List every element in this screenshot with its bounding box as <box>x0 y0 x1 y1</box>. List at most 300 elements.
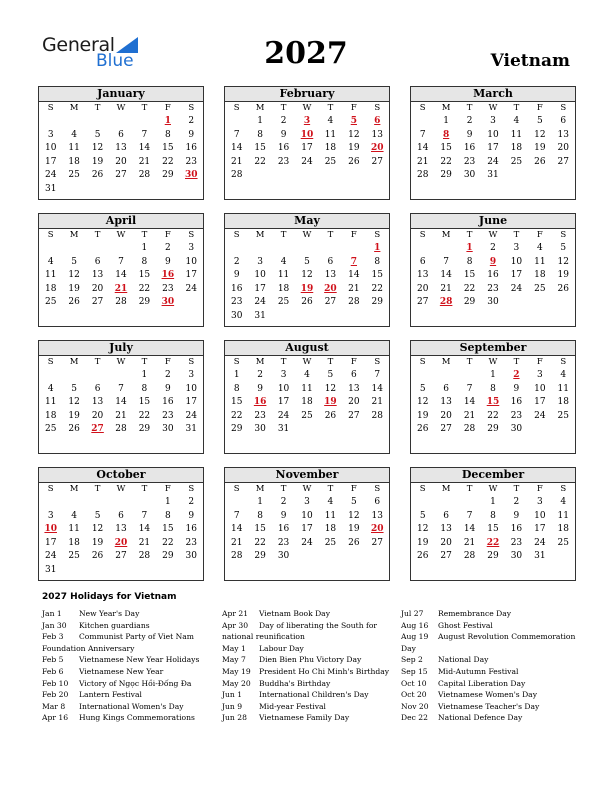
holiday-item <box>222 689 404 701</box>
holiday-name: President Ho Chi Minh's Birthday <box>259 666 390 676</box>
holiday-name: Mid-Autumn Festival <box>438 666 519 676</box>
empty-cell <box>109 496 132 510</box>
day-cell: 21 <box>463 410 476 421</box>
day-cell: 25 <box>324 537 337 548</box>
weekday-label: S <box>374 103 381 113</box>
day-cell: 21 <box>348 283 360 294</box>
weekday-label: F <box>350 103 357 113</box>
day-cell: 27 <box>416 297 429 307</box>
day-cell: 8 <box>466 256 473 267</box>
day-cell: 27 <box>91 297 104 307</box>
weekday-label: S <box>47 484 54 494</box>
day-cell: 15 <box>230 397 243 407</box>
day-cell: 2 <box>280 497 287 507</box>
day-cell: 19 <box>348 143 360 153</box>
day-cell: 26 <box>91 551 104 561</box>
holiday-day: 6 <box>374 116 381 126</box>
day-cell: 6 <box>94 383 101 394</box>
day-cell: 10 <box>487 129 499 140</box>
empty-cell <box>458 369 481 383</box>
holiday-date: Sep 2 <box>401 655 423 665</box>
day-cell: 14 <box>115 270 127 280</box>
day-cell: 22 <box>162 537 174 548</box>
day-cell: 19 <box>91 156 104 167</box>
weekday-label: W <box>488 103 498 113</box>
holiday-date: Jun 9 <box>222 701 243 711</box>
weekday-label: T <box>466 230 473 240</box>
month-march <box>410 86 576 200</box>
day-cell: 10 <box>534 510 546 521</box>
holiday-date: Mar 8 <box>42 701 66 711</box>
empty-cell <box>39 115 62 129</box>
weekday-label: S <box>374 230 381 240</box>
holiday-day: 2 <box>513 370 520 380</box>
weekday-label: T <box>280 230 287 240</box>
empty-cell <box>434 496 457 510</box>
day-cell: 2 <box>188 497 195 507</box>
weekday-label: W <box>302 103 312 113</box>
holiday-item <box>222 712 404 724</box>
month-august <box>224 340 390 454</box>
day-cell: 5 <box>327 370 334 380</box>
day-cell: 24 <box>185 283 197 294</box>
day-cell: 28 <box>463 551 476 561</box>
day-cell: 4 <box>327 116 334 126</box>
day-cell: 21 <box>138 537 151 548</box>
day-cell: 8 <box>490 383 496 394</box>
holiday-name: Day of liberating the South for <box>259 620 378 630</box>
day-cell: 16 <box>230 283 243 294</box>
empty-cell <box>109 115 132 129</box>
day-cell: 8 <box>257 510 263 521</box>
weekday-label: T <box>327 230 334 240</box>
day-cell: 26 <box>68 297 80 307</box>
weekday-label: W <box>116 230 126 240</box>
day-grid <box>39 115 203 196</box>
weekday-header <box>225 483 389 496</box>
day-cell: 2 <box>513 497 520 507</box>
day-grid <box>411 242 575 310</box>
holiday-date: Dec 22 <box>401 713 428 723</box>
holiday-date: Oct 10 <box>401 678 427 688</box>
day-cell: 9 <box>513 383 520 394</box>
day-cell: 17 <box>254 283 266 294</box>
day-cell: 29 <box>230 424 243 434</box>
weekday-header <box>39 102 203 115</box>
day-cell: 22 <box>440 156 452 167</box>
day-cell: 18 <box>44 283 57 294</box>
day-cell: 1 <box>233 370 240 380</box>
day-cell: 25 <box>557 410 569 421</box>
day-cell: 21 <box>463 537 476 548</box>
empty-cell <box>39 369 62 383</box>
holiday-name: Remembrance Day <box>438 609 512 618</box>
day-cell: 26 <box>301 297 313 307</box>
holiday-date: Sep 15 <box>401 666 428 676</box>
holiday-day: 15 <box>486 397 500 407</box>
day-cell: 25 <box>301 410 313 421</box>
day-cell: 11 <box>44 270 57 280</box>
weekday-label: F <box>536 230 543 240</box>
empty-cell <box>411 496 434 510</box>
day-cell: 16 <box>185 524 197 534</box>
day-cell: 5 <box>94 510 101 521</box>
day-cell: 12 <box>324 383 337 394</box>
weekday-label: S <box>419 103 426 113</box>
day-cell: 3 <box>280 370 287 380</box>
day-grid <box>411 369 575 437</box>
weekday-label: M <box>441 103 451 113</box>
day-cell: 21 <box>230 156 243 167</box>
holiday-item <box>401 666 583 678</box>
holiday-date: May 19 <box>222 666 251 676</box>
day-cell: 7 <box>443 256 449 267</box>
weekday-label: F <box>350 484 357 494</box>
day-cell: 2 <box>233 256 240 267</box>
day-cell: 11 <box>324 129 337 140</box>
holiday-day: 20 <box>371 143 384 153</box>
day-cell: 8 <box>257 129 263 140</box>
holiday-day: 16 <box>161 270 175 280</box>
day-cell: 14 <box>440 270 452 280</box>
holiday-name: Foundation Anniversary <box>42 643 135 653</box>
holiday-item <box>222 608 404 620</box>
month-may <box>224 213 390 327</box>
holiday-day: 27 <box>91 424 104 434</box>
holiday-item <box>42 712 224 724</box>
day-cell: 14 <box>463 524 476 534</box>
weekday-label: T <box>513 103 520 113</box>
day-cell: 15 <box>371 270 383 280</box>
weekday-label: S <box>419 357 426 367</box>
day-cell: 27 <box>348 410 360 421</box>
weekday-label: T <box>94 230 101 240</box>
month-november <box>224 467 390 581</box>
day-cell: 8 <box>141 383 148 394</box>
weekday-label: W <box>488 230 498 240</box>
empty-cell <box>225 115 248 129</box>
day-cell: 28 <box>138 170 151 180</box>
day-cell: 5 <box>71 383 77 394</box>
holiday-day: 10 <box>44 524 57 534</box>
logo-text-blue: Blue <box>96 51 134 71</box>
day-cell: 12 <box>348 129 360 140</box>
day-cell: 16 <box>463 143 476 153</box>
empty-cell <box>411 369 434 383</box>
day-cell: 26 <box>91 170 104 180</box>
holiday-day: 21 <box>114 283 128 294</box>
day-cell: 3 <box>47 129 54 140</box>
day-cell: 6 <box>443 510 449 521</box>
empty-cell <box>86 115 109 129</box>
day-cell: 12 <box>416 524 429 534</box>
day-cell: 1 <box>141 243 148 253</box>
logo-text-general: General <box>42 34 115 56</box>
day-cell: 14 <box>371 383 383 394</box>
day-cell: 3 <box>47 510 54 521</box>
holiday-day: 28 <box>439 297 453 307</box>
day-cell: 6 <box>443 383 449 394</box>
day-cell: 2 <box>490 243 496 253</box>
empty-cell <box>86 242 109 256</box>
day-cell: 11 <box>557 510 569 521</box>
weekday-label: T <box>280 484 287 494</box>
holiday-name: Vietnamese Family Day <box>259 713 350 723</box>
day-cell: 13 <box>91 397 104 407</box>
day-cell: 27 <box>115 551 127 561</box>
holiday-name: Vietnamese New Year Holidays <box>79 655 200 665</box>
day-cell: 23 <box>277 537 290 548</box>
weekday-label: T <box>466 357 473 367</box>
day-cell: 23 <box>510 537 523 548</box>
empty-cell <box>295 242 318 256</box>
day-cell: 12 <box>348 510 360 521</box>
holiday-date: May 1 <box>222 643 246 653</box>
holiday-day: 10 <box>300 129 314 140</box>
weekday-label: M <box>441 230 451 240</box>
day-cell: 6 <box>419 256 426 267</box>
day-cell: 30 <box>277 551 290 561</box>
weekday-label: W <box>116 103 126 113</box>
day-cell: 10 <box>185 383 197 394</box>
month-title: October <box>39 468 203 483</box>
weekday-label: F <box>536 357 543 367</box>
day-cell: 21 <box>115 410 127 421</box>
holiday-name: Vietnamese Women's Day <box>438 690 537 700</box>
day-cell: 15 <box>254 143 266 153</box>
holiday-day: 5 <box>350 116 357 126</box>
day-cell: 9 <box>280 510 287 521</box>
day-cell: 30 <box>463 170 476 180</box>
day-cell: 7 <box>118 256 124 267</box>
holiday-day: 19 <box>300 283 314 294</box>
day-cell: 27 <box>371 537 383 548</box>
day-grid <box>411 496 575 564</box>
day-cell: 17 <box>301 524 313 534</box>
weekday-label: S <box>47 230 54 240</box>
holiday-name: Mid-year Festival <box>259 701 326 711</box>
day-cell: 1 <box>141 370 148 380</box>
day-cell: 1 <box>443 116 449 126</box>
day-cell: 11 <box>324 510 337 521</box>
country-name: Vietnam <box>490 51 570 71</box>
month-december <box>410 467 576 581</box>
weekday-label: M <box>255 357 265 367</box>
day-cell: 30 <box>510 424 523 434</box>
day-cell: 28 <box>230 551 243 561</box>
holiday-item <box>401 678 583 690</box>
day-cell: 11 <box>44 397 57 407</box>
holiday-date: Jan 30 <box>42 620 67 630</box>
day-cell: 12 <box>534 129 546 140</box>
holiday-name: Buddha's Birthday <box>259 678 331 688</box>
day-cell: 6 <box>118 510 124 521</box>
day-cell: 31 <box>277 424 290 434</box>
holiday-date: Jan 1 <box>42 609 62 618</box>
day-cell: 9 <box>188 129 195 140</box>
day-cell: 29 <box>440 170 452 180</box>
holiday-day: 30 <box>185 170 198 180</box>
weekday-header <box>411 356 575 369</box>
day-cell: 2 <box>257 370 263 380</box>
day-cell: 5 <box>350 497 357 507</box>
day-cell: 4 <box>560 370 567 380</box>
weekday-label: S <box>419 484 426 494</box>
day-cell: 14 <box>348 270 360 280</box>
holiday-day: 1 <box>374 243 381 253</box>
weekday-label: M <box>255 103 265 113</box>
empty-cell <box>133 496 156 510</box>
weekday-label: M <box>255 230 265 240</box>
day-cell: 23 <box>162 410 174 421</box>
day-cell: 16 <box>185 143 197 153</box>
day-cell: 5 <box>419 383 426 394</box>
day-cell: 26 <box>348 537 360 548</box>
day-cell: 17 <box>301 143 313 153</box>
holiday-day: 1 <box>466 243 473 253</box>
day-cell: 17 <box>277 397 290 407</box>
day-cell: 28 <box>348 297 360 307</box>
weekday-label: T <box>141 484 148 494</box>
weekday-label: T <box>94 484 101 494</box>
day-cell: 26 <box>557 283 569 294</box>
day-cell: 3 <box>513 243 520 253</box>
empty-cell <box>458 496 481 510</box>
weekday-label: W <box>116 357 126 367</box>
day-cell: 13 <box>440 397 452 407</box>
day-cell: 23 <box>230 297 243 307</box>
day-cell: 14 <box>138 524 151 534</box>
weekday-label: S <box>233 357 240 367</box>
day-cell: 23 <box>487 283 499 294</box>
holiday-name: Hung Kings Commemorations <box>79 713 195 723</box>
day-cell: 21 <box>440 283 452 294</box>
day-cell: 13 <box>115 143 127 153</box>
weekday-label: S <box>560 230 567 240</box>
day-cell: 17 <box>534 397 546 407</box>
day-cell: 23 <box>463 156 476 167</box>
empty-cell <box>434 242 457 256</box>
day-cell: 1 <box>257 116 263 126</box>
month-january <box>38 86 204 200</box>
day-cell: 7 <box>233 510 240 521</box>
day-cell: 22 <box>254 537 266 548</box>
day-cell: 23 <box>510 410 523 421</box>
day-cell: 15 <box>487 524 499 534</box>
weekday-label: S <box>47 357 54 367</box>
day-cell: 18 <box>277 283 290 294</box>
day-cell: 20 <box>91 410 104 421</box>
weekday-label: W <box>116 484 126 494</box>
day-cell: 15 <box>162 143 174 153</box>
day-cell: 25 <box>44 297 57 307</box>
day-cell: 12 <box>416 397 429 407</box>
day-cell: 5 <box>94 129 101 140</box>
day-cell: 12 <box>68 397 80 407</box>
day-cell: 7 <box>233 129 240 140</box>
holiday-day: 9 <box>489 256 497 267</box>
day-cell: 19 <box>416 410 429 421</box>
weekday-label: M <box>69 484 79 494</box>
weekday-header <box>225 356 389 369</box>
day-cell: 28 <box>416 170 429 180</box>
day-cell: 17 <box>185 397 197 407</box>
day-cell: 18 <box>68 537 80 548</box>
day-cell: 8 <box>374 256 381 267</box>
day-cell: 25 <box>44 424 57 434</box>
day-cell: 29 <box>487 424 499 434</box>
holiday-column <box>401 608 583 724</box>
day-grid <box>39 496 203 577</box>
day-cell: 9 <box>233 270 240 280</box>
day-cell: 13 <box>371 510 383 521</box>
day-cell: 6 <box>118 129 124 140</box>
day-cell: 3 <box>536 497 543 507</box>
day-cell: 7 <box>374 370 381 380</box>
month-title: July <box>39 341 203 356</box>
day-cell: 13 <box>416 270 429 280</box>
day-cell: 2 <box>466 116 473 126</box>
weekday-label: F <box>350 230 357 240</box>
day-cell: 16 <box>510 524 523 534</box>
month-title: June <box>411 214 575 229</box>
day-cell: 25 <box>68 170 80 180</box>
holiday-name: August Revolution Commemoration <box>438 632 576 642</box>
holiday-item <box>42 689 224 701</box>
day-cell: 25 <box>510 156 523 167</box>
holiday-name: International Women's Day <box>79 701 184 711</box>
day-cell: 21 <box>138 156 151 167</box>
weekday-label: S <box>233 103 240 113</box>
weekday-header <box>411 102 575 115</box>
weekday-label: M <box>69 230 79 240</box>
day-grid <box>225 115 389 183</box>
day-cell: 13 <box>440 524 452 534</box>
weekday-label: T <box>327 357 334 367</box>
day-cell: 3 <box>536 370 543 380</box>
weekday-label: S <box>188 484 195 494</box>
holiday-item <box>401 643 583 655</box>
holiday-date: Feb 6 <box>42 666 64 676</box>
day-cell: 11 <box>68 143 80 153</box>
day-cell: 31 <box>44 564 57 575</box>
weekday-label: F <box>164 484 171 494</box>
day-cell: 22 <box>371 283 383 294</box>
empty-cell <box>109 242 132 256</box>
day-cell: 7 <box>141 510 148 521</box>
day-cell: 29 <box>254 551 266 561</box>
day-cell: 2 <box>280 116 287 126</box>
day-cell: 19 <box>68 283 80 294</box>
holiday-date: Feb 5 <box>42 655 64 665</box>
day-cell: 11 <box>68 524 80 534</box>
month-april <box>38 213 204 327</box>
day-cell: 17 <box>44 537 57 548</box>
holiday-date: May 7 <box>222 655 246 665</box>
empty-cell <box>39 242 62 256</box>
day-cell: 8 <box>164 510 171 521</box>
day-cell: 10 <box>44 143 57 153</box>
day-cell: 14 <box>230 143 243 153</box>
day-cell: 4 <box>47 383 54 394</box>
holiday-day: 16 <box>253 397 267 407</box>
weekday-label: W <box>302 484 312 494</box>
day-cell: 24 <box>510 283 523 294</box>
holiday-day: 20 <box>114 537 128 548</box>
weekday-label: W <box>488 484 498 494</box>
day-cell: 31 <box>185 424 197 434</box>
holiday-day: 30 <box>161 297 175 307</box>
